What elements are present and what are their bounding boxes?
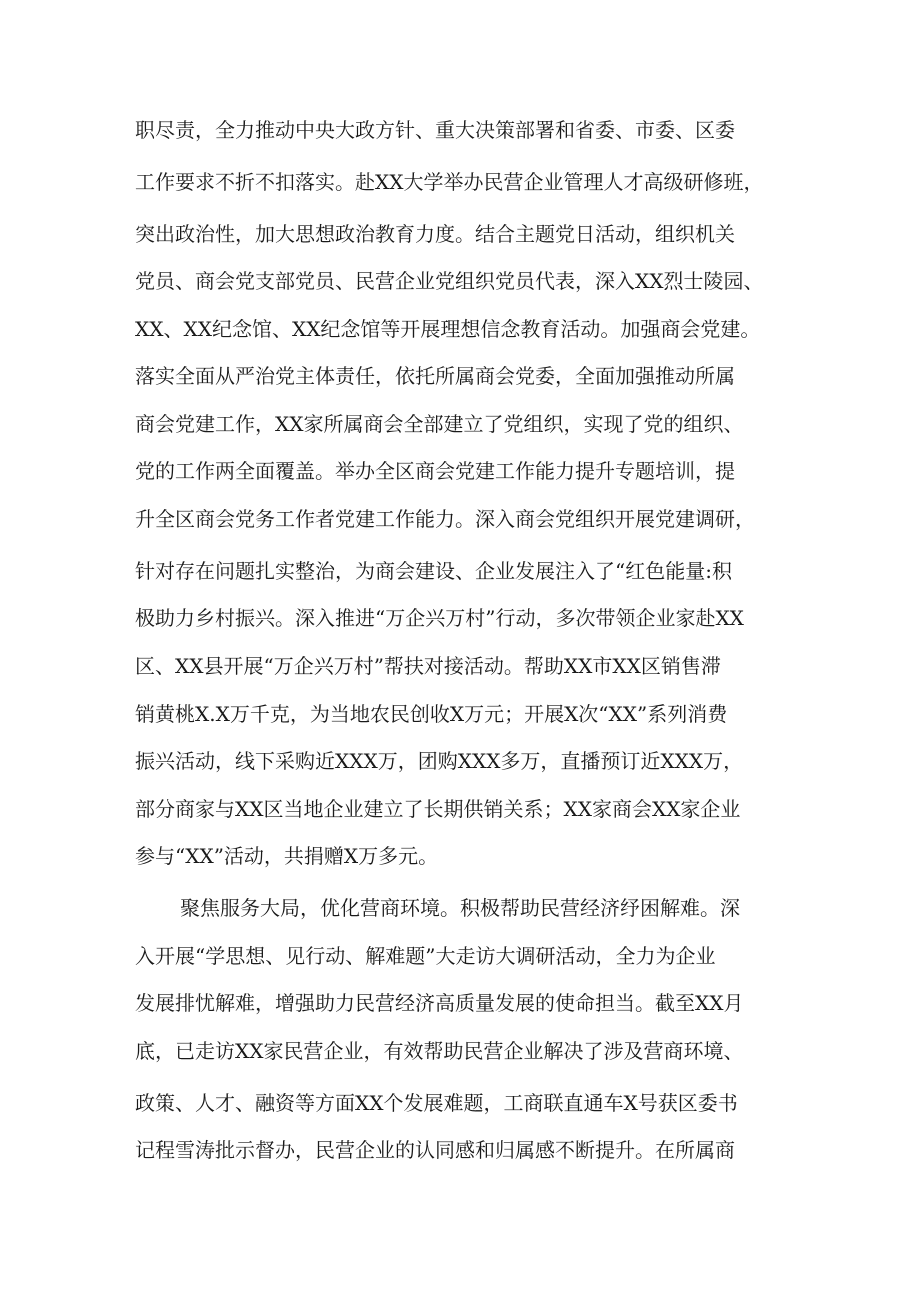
text-line-19: 发展排忧解难，增强助力民营经济高质量发展的使命担当。截至XX月 xyxy=(135,991,744,1015)
text-line-13: 销黄桃X.X万千克，为当地农民创收X万元；开展X次“XX”系列消费 xyxy=(135,702,728,726)
text-line-12: 区、XX县开展“万企兴万村”帮扶对接活动。帮助XX市XX区销售滞 xyxy=(135,654,721,678)
text-line-17: 聚焦服务大局，优化营商环境。积极帮助民营经济纾困解难。深 xyxy=(180,896,740,920)
text-line-3: 突出政治性，加大思想政治教育力度。结合主题党日活动，组织机关 xyxy=(135,222,735,246)
text-line-7: 商会党建工作，XX家所属商会全部建立了党组织，实现了党的组织、 xyxy=(135,412,744,436)
text-line-1: 职尽责，全力推动中央大政方针、重大决策部署和省委、市委、区委 xyxy=(135,118,735,142)
text-line-22: 记程雪涛批示督办，民营企业的认同感和归属感不断提升。在所属商 xyxy=(135,1138,735,1162)
text-line-8: 党的工作两全面覆盖。举办全区商会党建工作能力提升专题培训，提 xyxy=(135,459,735,483)
text-line-4: 党员、商会党支部党员、民营企业党组织党员代表，深入XX烈士陵园、 xyxy=(135,269,764,293)
text-line-5: XX、XX纪念馆、XX纪念馆等开展理想信念教育活动。加强商会党建。 xyxy=(135,317,761,341)
text-line-6: 落实全面从严治党主体责任，依托所属商会党委，全面加强推动所属 xyxy=(135,364,735,388)
text-line-20: 底，已走访XX家民营企业，有效帮助民营企业解决了涉及营商环境、 xyxy=(135,1039,744,1063)
text-line-15: 部分商家与XX区当地企业建立了长期供销关系；XX家商会XX家企业 xyxy=(135,797,741,821)
text-line-21: 政策、人才、融资等方面XX个发展难题，工商联直通车X号获区委书 xyxy=(135,1091,738,1115)
text-line-14: 振兴活动，线下采购近XXX万，团购XXX多万，直播预订近XXX万， xyxy=(135,749,744,773)
text-line-2: 工作要求不折不扣落实。赴XX大学举办民营企业管理人才高级研修班， xyxy=(135,170,764,194)
text-line-18: 入开展“学思想、见行动、解难题”大走访大调研活动，全力为企业 xyxy=(135,944,716,968)
text-line-10: 针对存在问题扎实整治，为商会建设、企业发展注入了“红色能量:积 xyxy=(135,559,732,583)
text-line-9: 升全区商会党务工作者党建工作能力。深入商会党组织开展党建调研， xyxy=(135,507,755,531)
text-line-11: 极助力乡村振兴。深入推进“万企兴万村”行动，多次带领企业家赴XX xyxy=(135,606,744,630)
text-line-16: 参与“XX”活动，共捐赠X万多元。 xyxy=(135,844,439,868)
